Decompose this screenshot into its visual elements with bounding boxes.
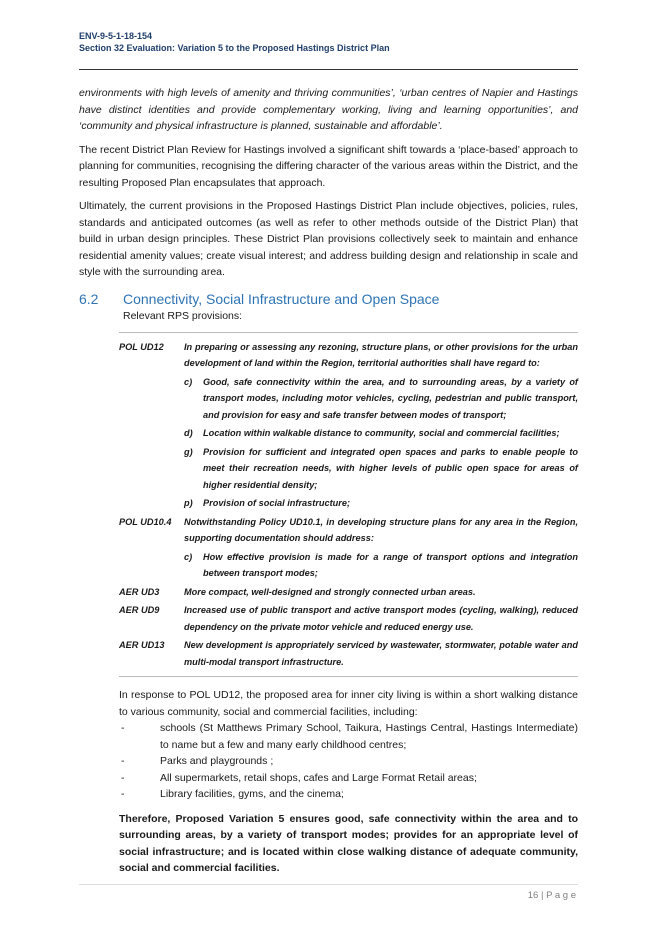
page-header xyxy=(79,30,579,54)
provision-subclause xyxy=(184,374,578,424)
list-item-text: All supermarkets, retail shops, cafes and Large Format Retail areas; xyxy=(160,771,477,784)
footer-divider xyxy=(79,884,578,885)
provision-text: In preparing or assessing any rezoning, structure plans, or other provisions for the urban development of land within the Region, territorial authorities shall have regard to: xyxy=(184,341,578,368)
provision-row xyxy=(119,339,578,512)
response-paragraph: In response to POL UD12, the proposed area for inner city living is within a short walking distance to various community, social and commercial facilities, including: xyxy=(119,689,578,718)
provision-body xyxy=(184,637,578,670)
response-section xyxy=(119,687,578,877)
provision-code: POL UD12 xyxy=(119,341,164,352)
footer-separator: | xyxy=(540,890,544,901)
subclause-letter: d) xyxy=(184,428,193,438)
paragraph-place-based: The recent District Plan Review for Hastings involved a significant shift towards a ‘place-based’ approach to planning for communities, recognising the differing character of the various areas within the District, and the resulting Proposed Plan encapsulates that approach. xyxy=(79,143,578,189)
provision-subclause xyxy=(184,549,578,582)
list-item xyxy=(119,720,578,753)
subclause-text: Good, safe connectivity within the area, and to surrounding areas, by a variety of transport modes, including motor vehicles, cycling, pedestrian and public transport, and provision for easy and safe transfer between modes of transport; xyxy=(203,376,578,420)
subclause-text: Location within walkable distance to community, social and commercial facilities; xyxy=(203,428,560,438)
provision-row xyxy=(119,514,578,582)
page-footer xyxy=(528,890,576,901)
subclause-letter: c) xyxy=(184,376,193,387)
section-title: Connectivity, Social Infrastructure and Open Space xyxy=(123,290,440,307)
list-item xyxy=(119,753,578,770)
bullet-marker: - xyxy=(121,788,125,800)
provision-text: Notwithstanding Policy UD10.1, in developing structure plans for any area in the Region, supporting documentation should address: xyxy=(184,516,578,543)
provision-subclause xyxy=(184,425,578,442)
provision-subclause xyxy=(184,495,578,512)
provision-subclause xyxy=(184,444,578,494)
provision-body xyxy=(184,514,578,582)
provision-code: AER UD3 xyxy=(119,586,160,597)
conclusion-paragraph: Therefore, Proposed Variation 5 ensures good, safe connectivity within the area and to surrounding areas, by a variety of transport modes; provides for an appropriate level of social infrastructure; and is located within close walking distance of adequate community, social and commercial facilities. xyxy=(119,812,578,874)
paragraph-provisions: Ultimately, the current provisions in the Proposed Hastings District Plan include objectives, policies, rules, standards and anticipated outcomes (as well as refer to other methods outside of the District Plan) that build in urban design principles. These District Plan provisions collectively seek to maintain and enhance residential amenity values; create visual interest; and address building design and relationship in scale and style with the surrounding area. xyxy=(79,200,578,278)
subclause-letter: g) xyxy=(184,446,193,457)
provision-code: POL UD10.4 xyxy=(119,516,172,527)
header-divider xyxy=(79,69,578,70)
subclause-text: How effective provision is made for a range of transport options and integration between transport modes; xyxy=(203,551,578,578)
list-item-text: Parks and playgrounds ; xyxy=(160,755,274,767)
list-item xyxy=(119,786,578,803)
bullet-marker: - xyxy=(121,755,125,767)
provision-body xyxy=(184,339,578,512)
list-item xyxy=(119,770,578,787)
provision-row xyxy=(119,602,578,635)
section-heading xyxy=(79,291,578,307)
provision-code: AER UD13 xyxy=(119,640,165,650)
page-number: 16 xyxy=(527,890,539,901)
section-number: 6.2 xyxy=(79,290,99,307)
provision-code: AER UD9 xyxy=(119,605,160,615)
document-title: Section 32 Evaluation: Variation 5 to the Proposed Hastings District Plan xyxy=(79,43,390,53)
provision-body xyxy=(184,602,578,635)
list-item-text: schools (St Matthews Primary School, Taikura, Hastings Central, Hastings Intermediate) to name but a few and many early childhood centres; xyxy=(160,722,578,751)
subclause-letter: c) xyxy=(184,551,193,562)
page-content xyxy=(79,85,578,877)
page-label: P a g e xyxy=(546,890,576,901)
provision-row xyxy=(119,637,578,670)
bullet-marker: - xyxy=(121,722,125,734)
subclause-letter: p) xyxy=(184,498,193,508)
relevant-provisions-label: Relevant RPS provisions: xyxy=(123,309,243,322)
subclause-text: Provision of social infrastructure; xyxy=(203,498,351,508)
document-id: ENV-9-5-1-18-154 xyxy=(79,31,153,41)
bullet-marker: - xyxy=(121,771,125,784)
provisions-table xyxy=(119,332,578,678)
provision-text: More compact, well-designed and strongly connected urban areas. xyxy=(184,586,476,597)
provision-text: Increased use of public transport and active transport modes (cycling, walking), reduced dependency on the private motor vehicle and reduced energy use. xyxy=(184,605,578,632)
provision-body xyxy=(184,584,578,601)
facilities-list xyxy=(119,720,578,803)
provision-text: New development is appropriately serviced by wastewater, stormwater, potable water and multi-modal transport infrastructure. xyxy=(184,640,578,667)
subclause-text: Provision for sufficient and integrated open spaces and parks to enable people to meet their recreation needs, with higher levels of public open space for areas of higher residential density; xyxy=(203,446,578,490)
provision-row xyxy=(119,584,578,601)
list-item-text: Library facilities, gyms, and the cinema; xyxy=(160,788,344,800)
intro-paragraph: environments with high levels of amenity and thriving communities’, ‘urban centres of Napier and Hastings have distinct identities and provide complementary working, living and learning opportunities’, and ‘community and physical infrastructure is planned, sustainable and affordable’. xyxy=(79,87,578,132)
